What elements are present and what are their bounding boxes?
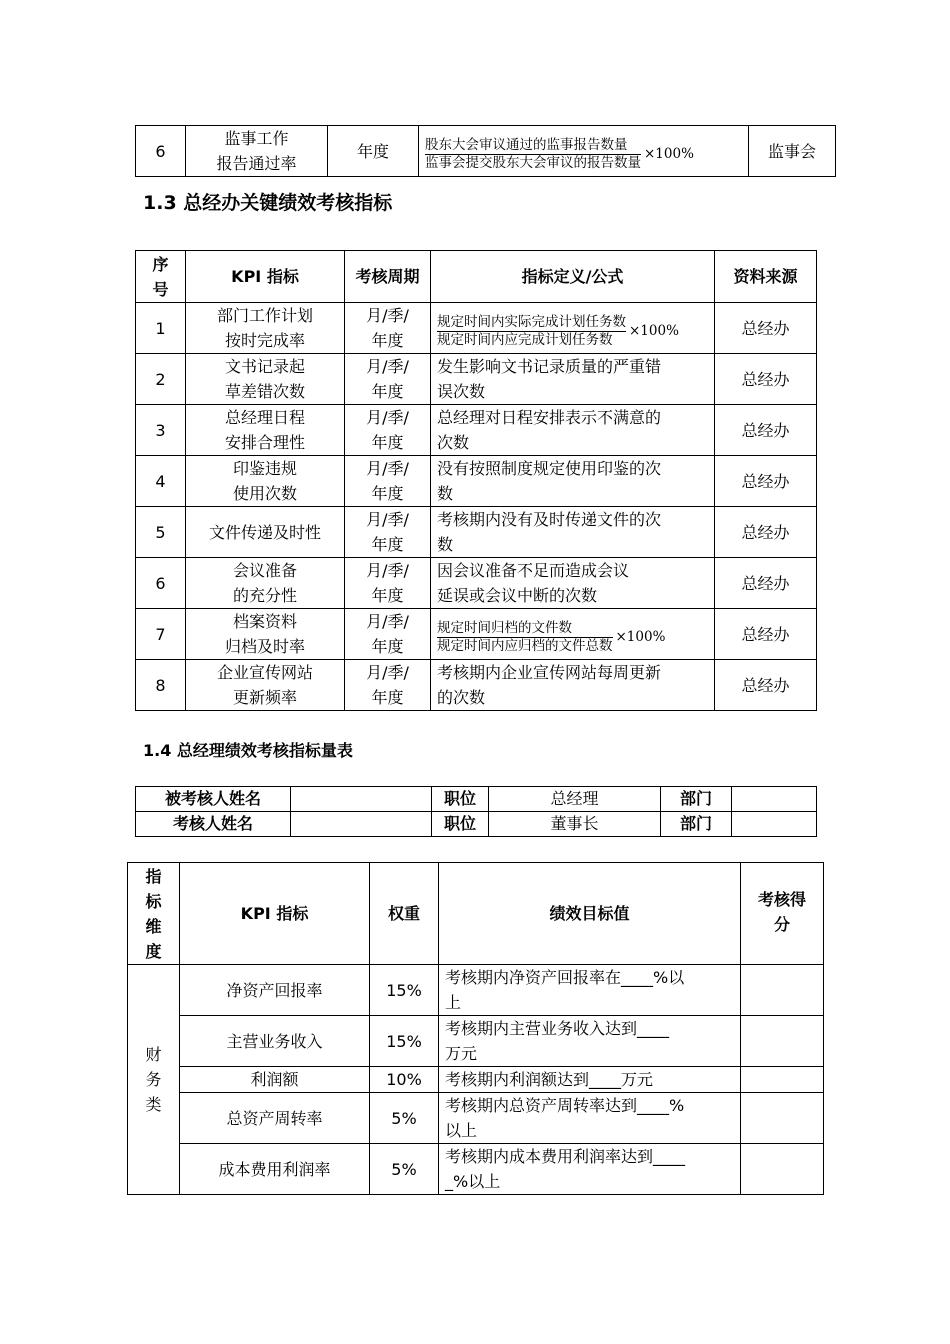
- kpi-name: 文书记录起 草差错次数: [186, 354, 345, 405]
- row-number: 6: [136, 558, 186, 609]
- kpi-name: 总资产周转率: [180, 1093, 370, 1144]
- source: 总经办: [715, 456, 817, 507]
- kpi-name: 成本费用利润率: [180, 1144, 370, 1195]
- weight: 5%: [370, 1093, 439, 1144]
- kpi-name: 档案资料 归档及时率: [186, 609, 345, 660]
- formula: $\frac{\text{股东大会审议通过的监事报告数量}}{\text{监事会提交股东大会审议的报告数量}}$ ×100%: [419, 126, 749, 177]
- target: 考核期内利润额达到____万元: [439, 1067, 741, 1093]
- department-label: 部门: [661, 787, 732, 812]
- source: 总经办: [715, 558, 817, 609]
- gm-kpi-table: [127, 862, 824, 1195]
- source: 总经办: [715, 507, 817, 558]
- kpi-name: 总经理日程 安排合理性: [186, 405, 345, 456]
- period: 月/季/ 年度: [345, 354, 431, 405]
- row-number: 2: [136, 354, 186, 405]
- weight: 5%: [370, 1144, 439, 1195]
- kpi-name: 监事工作 报告通过率: [186, 126, 328, 177]
- formula: $\frac{\text{规定时间归档的文件数}}{\text{规定时间内应归档的文件总数}}$ ×100%: [431, 609, 715, 660]
- score-field[interactable]: [741, 1093, 824, 1144]
- period: 年度: [328, 126, 419, 177]
- period: 月/季/ 年度: [345, 507, 431, 558]
- table-row: [136, 456, 817, 507]
- score-field[interactable]: [741, 1067, 824, 1093]
- header-kpi: KPI 指标: [180, 863, 370, 965]
- row-number: 4: [136, 456, 186, 507]
- row-number: 3: [136, 405, 186, 456]
- kpi-name: 文件传递及时性: [186, 507, 345, 558]
- table-row: [136, 354, 817, 405]
- table-row: [136, 609, 817, 660]
- header-target: 绩效目标值: [439, 863, 741, 965]
- position-label: 职位: [432, 812, 489, 837]
- period: 月/季/ 年度: [345, 456, 431, 507]
- evaluee-name-field[interactable]: [291, 787, 432, 812]
- table-row: [128, 1016, 824, 1067]
- period: 月/季/ 年度: [345, 303, 431, 354]
- evaluator-name-field[interactable]: [291, 812, 432, 837]
- target: 考核期内主营业务收入达到____ 万元: [439, 1016, 741, 1067]
- definition: 没有按照制度规定使用印鉴的次 数: [431, 456, 715, 507]
- table-row: [136, 303, 817, 354]
- source: 总经办: [715, 405, 817, 456]
- dimension-cell: 财务类: [128, 965, 180, 1195]
- source: 总经办: [715, 660, 817, 711]
- source: 总经办: [715, 609, 817, 660]
- formula: $\frac{\text{规定时间内实际完成计划任务数}}{\text{规定时间内应完成计划任务数}}$ ×100%: [431, 303, 715, 354]
- period: 月/季/ 年度: [345, 660, 431, 711]
- evaluator-row: [136, 812, 817, 837]
- kpi-name: 净资产回报率: [180, 965, 370, 1016]
- score-field[interactable]: [741, 965, 824, 1016]
- position-value: 总经理: [489, 787, 661, 812]
- definition: 考核期内没有及时传递文件的次 数: [431, 507, 715, 558]
- kpi-name: 会议准备 的充分性: [186, 558, 345, 609]
- score-field[interactable]: [741, 1144, 824, 1195]
- department-label: 部门: [661, 812, 732, 837]
- supervisor-kpi-table: [135, 125, 836, 177]
- position-value: 董事长: [489, 812, 661, 837]
- table-header: [128, 863, 824, 965]
- kpi-name: 利润额: [180, 1067, 370, 1093]
- header-period: 考核周期: [345, 251, 431, 303]
- header-definition: 指标定义/公式: [431, 251, 715, 303]
- kpi-name: 部门工作计划 按时完成率: [186, 303, 345, 354]
- row-number: 8: [136, 660, 186, 711]
- definition: 因会议准备不足而造成会议 延误或会议中断的次数: [431, 558, 715, 609]
- table-row: [136, 405, 817, 456]
- table-row: [136, 558, 817, 609]
- office-kpi-table: [135, 250, 817, 711]
- period: 月/季/ 年度: [345, 558, 431, 609]
- kpi-name: 企业宣传网站 更新频率: [186, 660, 345, 711]
- definition: 总经理对日程安排表示不满意的 次数: [431, 405, 715, 456]
- target: 考核期内净资产回报率在____%以 上: [439, 965, 741, 1016]
- kpi-name: 主营业务收入: [180, 1016, 370, 1067]
- department-field[interactable]: [732, 812, 817, 837]
- header-kpi: KPI 指标: [186, 251, 345, 303]
- table-row: [136, 507, 817, 558]
- table-row: [128, 1144, 824, 1195]
- department-field[interactable]: [732, 787, 817, 812]
- evaluee-row: [136, 787, 817, 812]
- weight: 10%: [370, 1067, 439, 1093]
- table-row: [128, 965, 824, 1016]
- section-1-3-title: 1.3 总经办关键绩效考核指标: [143, 192, 393, 214]
- period: 月/季/ 年度: [345, 405, 431, 456]
- section-1-4-title: 1.4 总经理绩效考核指标量表: [143, 741, 353, 760]
- evaluee-info-table: [135, 786, 817, 837]
- weight: 15%: [370, 1016, 439, 1067]
- source: 总经办: [715, 354, 817, 405]
- table-row: [128, 1093, 824, 1144]
- row-number: 6: [136, 126, 186, 177]
- row-number: 5: [136, 507, 186, 558]
- source: 监事会: [749, 126, 836, 177]
- position-label: 职位: [432, 787, 489, 812]
- row-number: 7: [136, 609, 186, 660]
- evaluee-name-label: 被考核人姓名: [136, 787, 291, 812]
- header-weight: 权重: [370, 863, 439, 965]
- table-header: [136, 251, 817, 303]
- header-no: 序号: [136, 251, 186, 303]
- header-score: 考核得 分: [741, 863, 824, 965]
- row-number: 1: [136, 303, 186, 354]
- period: 月/季/ 年度: [345, 609, 431, 660]
- header-source: 资料来源: [715, 251, 817, 303]
- kpi-name: 印鉴违规 使用次数: [186, 456, 345, 507]
- target: 考核期内总资产周转率达到____% 以上: [439, 1093, 741, 1144]
- source: 总经办: [715, 303, 817, 354]
- definition: 考核期内企业宣传网站每周更新 的次数: [431, 660, 715, 711]
- target: 考核期内成本费用利润率达到____ _%以上: [439, 1144, 741, 1195]
- weight: 15%: [370, 965, 439, 1016]
- header-dimension: 指标维度: [128, 863, 180, 965]
- score-field[interactable]: [741, 1016, 824, 1067]
- definition: 发生影响文书记录质量的严重错 误次数: [431, 354, 715, 405]
- table-row: [136, 660, 817, 711]
- table-row: [128, 1067, 824, 1093]
- evaluator-name-label: 考核人姓名: [136, 812, 291, 837]
